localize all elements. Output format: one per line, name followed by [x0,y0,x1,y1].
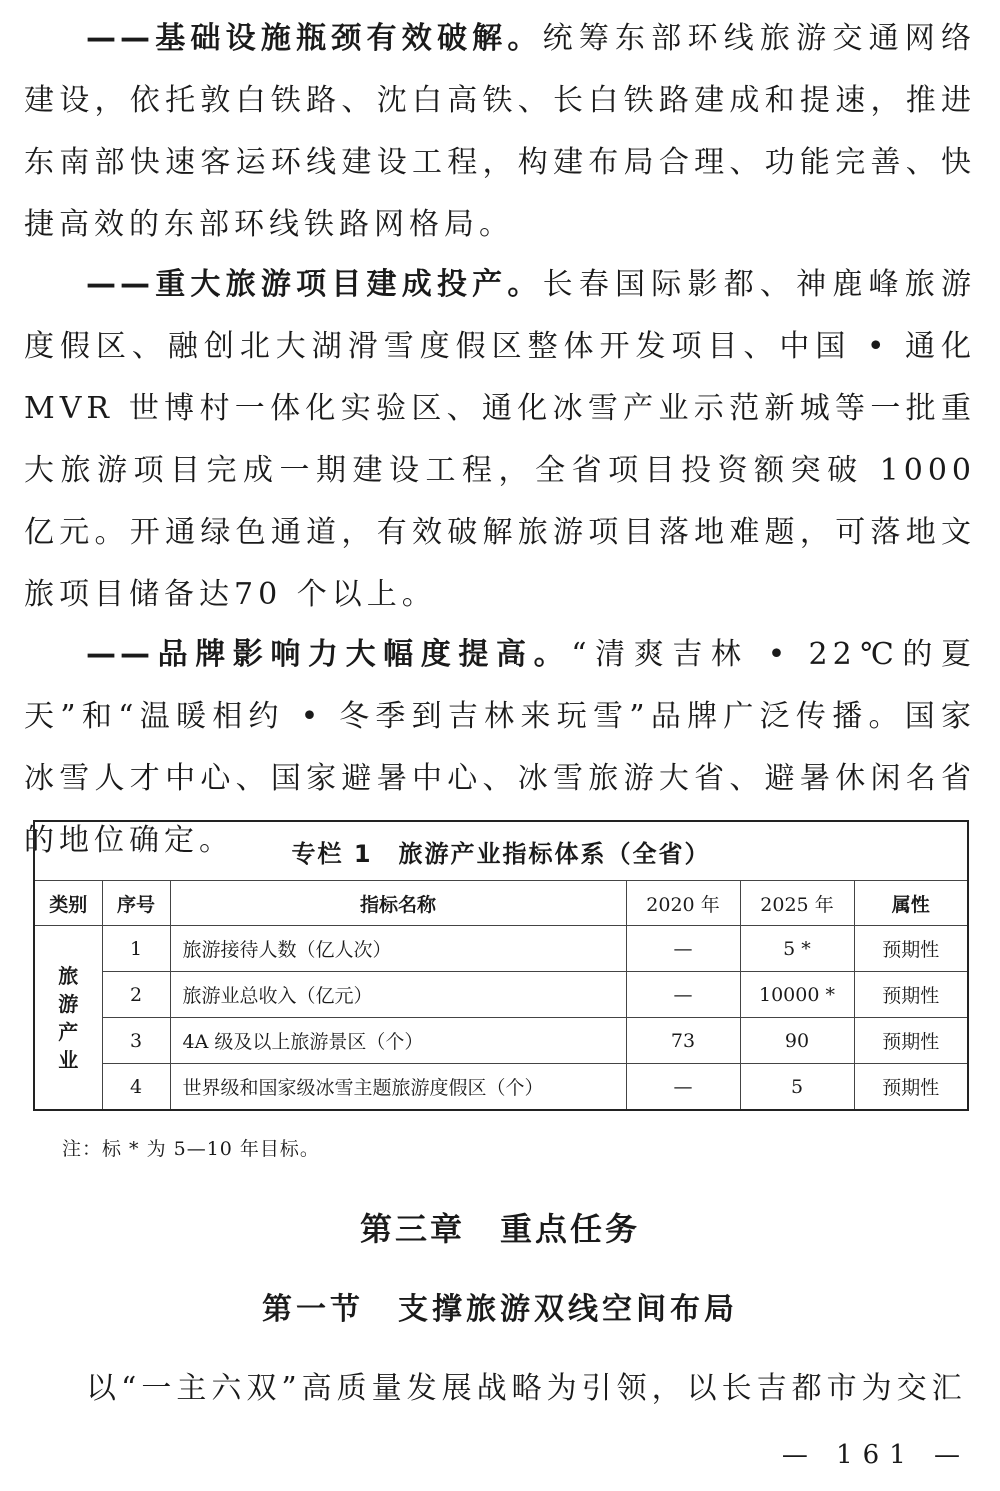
category-cell [34,926,102,1111]
indicator-table [33,820,969,1111]
table-row [34,926,968,972]
value-2025-cell: 5 [740,1064,854,1111]
table-caption: 专栏 1 旅游产业指标体系（全省） [34,821,968,881]
attribute-cell: 预期性 [854,972,968,1018]
index-cell: 4 [102,1064,170,1111]
value-2020-cell: — [626,972,740,1018]
value-2020-cell: — [626,926,740,972]
chapter-title: 第三章 重点任务 [359,1210,640,1248]
name-cell: 旅游接待人数（亿人次） [170,926,626,972]
table-row [34,972,968,1018]
attribute-cell: 预期性 [854,1064,968,1111]
page-number: — 161 — [781,1440,970,1470]
name-cell: 4A 级及以上旅游景区（个） [170,1018,626,1064]
table-row [34,1018,968,1064]
paragraph-major-projects [24,254,976,626]
paragraph-body: 以“一主六双”高质量发展战略为引领，以长吉都市为交汇 [86,1371,967,1406]
paragraph-layout-intro [24,1358,976,1420]
value-2020-cell: — [626,1064,740,1111]
header-index: 序号 [102,881,170,926]
attribute-cell: 预期性 [854,1018,968,1064]
paragraph-infrastructure [24,8,976,256]
name-cell: 旅游业总收入（亿元） [170,972,626,1018]
value-2020-cell: 73 [626,1018,740,1064]
paragraph-body: 长春国际影都、神鹿峰旅游度假区、融创北大湖滑雪度假区整体开发项目、中国 • 通化 MVR 世博村一体化实验区、通化冰雪产业示范新城等一批重大旅游项目完成一期建设工程，全省项目投资额突破 1000 亿元。开通绿色通道，有效破解旅游项目落地难题，可落地文旅项目储备达70 个以上。 [24,267,977,612]
header-category: 类别 [34,881,102,926]
table-row [34,1064,968,1111]
category-label: 旅 游 产 业 [58,963,79,1072]
index-cell: 3 [102,1018,170,1064]
paragraph-lead: ——基础设施瓶颈有效破解。 [86,21,543,56]
header-2025: 2025 年 [740,881,854,926]
paragraph-body: 统筹东部环线旅游交通网络建设，依托敦白铁路、沈白高铁、长白铁路建成和提速，推进东南部快速客运环线建设工程，构建布局合理、功能完善、快捷高效的东部环线铁路网格局。 [24,21,977,242]
table-note: 注：标 * 为 5—10 年目标。 [62,1138,320,1160]
paragraph-lead: ——品牌影响力大幅度提高。 [86,637,572,672]
header-name: 指标名称 [170,881,626,926]
header-attribute: 属性 [854,881,968,926]
value-2025-cell: 5 * [740,926,854,972]
paragraph-body: “清爽吉林 • 22℃的夏天”和“温暖相约 • 冬季到吉林来玩雪”品牌广泛传播。国家冰雪人才中心、国家避暑中心、冰雪旅游大省、避暑休闲名省的地位确定。 [24,637,977,858]
attribute-cell: 预期性 [854,926,968,972]
index-cell: 1 [102,926,170,972]
paragraph-lead: ——重大旅游项目建成投产。 [86,267,543,302]
index-cell: 2 [102,972,170,1018]
table-header-row [34,881,968,926]
header-2020: 2020 年 [626,881,740,926]
value-2025-cell: 10000 * [740,972,854,1018]
value-2025-cell: 90 [740,1018,854,1064]
section-title: 第一节 支撑旅游双线空间布局 [262,1292,738,1327]
name-cell: 世界级和国家级冰雪主题旅游度假区（个） [170,1064,626,1111]
